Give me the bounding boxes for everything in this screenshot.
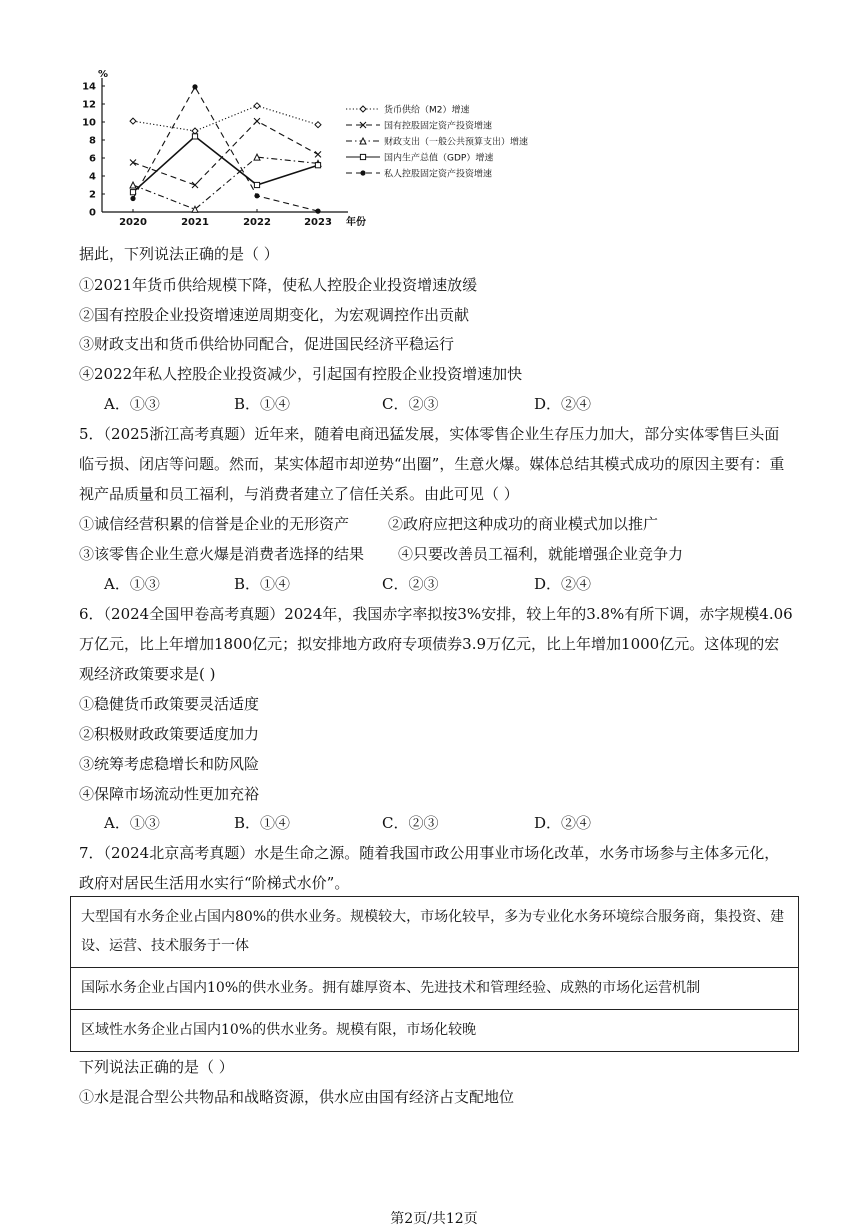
series-line: [133, 106, 318, 131]
data-point: [254, 103, 260, 109]
data-point: [130, 182, 136, 188]
table-cell: 大型国有水务企业占国内80%的供水业务。规模较大，市场化较早，多为专业化水务环境综合服务商，集投资、建设、运营、技术服务于一体: [71, 897, 799, 968]
q4-option-b[interactable]: B．①④: [234, 395, 291, 413]
q4-stem: 据此，下列说法正确的是（ ）: [79, 245, 279, 263]
data-point: [360, 106, 366, 112]
q7-stem: 下列说法正确的是（ ）: [79, 1058, 234, 1076]
data-point: [192, 182, 198, 188]
q4-option-d[interactable]: D．②④: [534, 395, 592, 413]
series-line: [133, 136, 318, 192]
chart-legend: [346, 104, 528, 180]
q5-option-a[interactable]: A．①③: [104, 575, 160, 593]
chart-series: [130, 84, 321, 213]
q6-item-1: ①稳健货币政策要灵活适度: [79, 695, 260, 713]
y-axis-label: %: [98, 69, 109, 80]
q5-option-c[interactable]: C．②③: [382, 575, 439, 593]
q4-item-3: ③财政支出和货币供给协同配合，促进国民经济平稳运行: [79, 335, 455, 353]
data-point: [130, 160, 136, 166]
q5-option-b[interactable]: B．①④: [234, 575, 291, 593]
series-line: [133, 121, 318, 185]
q5-option-d[interactable]: D．②④: [534, 575, 592, 593]
q6-text-line-3: 观经济政策要求是( ): [79, 665, 216, 683]
table-row: [71, 1010, 799, 1052]
data-point: [254, 182, 259, 187]
data-point: [192, 134, 197, 139]
data-point: [192, 84, 197, 89]
q4-item-1: ①2021年货币供给规模下降，使私人控股企业投资增速放缓: [79, 276, 478, 294]
table-cell: 区域性水务企业占国内10%的供水业务。规模有限，市场化较晚: [71, 1010, 799, 1052]
y-tick-label: 4: [89, 171, 96, 183]
q4-item-2: ②国有控股企业投资增速逆周期变化，为宏观调控作出贡献: [79, 306, 470, 324]
series-1: [130, 103, 321, 134]
data-point: [130, 118, 136, 124]
series-line: [133, 157, 318, 209]
q4-option-a[interactable]: A．①③: [104, 395, 160, 413]
data-point: [192, 128, 198, 134]
q5-item-1: ①诚信经营积累的信誉是企业的无形资产: [79, 515, 350, 533]
data-point: [254, 118, 260, 124]
data-point: [360, 170, 365, 175]
q5-text-line-3: 视产品质量和员工福利，与消费者建立了信任关系。由此可见（ ）: [79, 485, 519, 503]
legend-label: 国有控股固定资产投资增速: [384, 121, 493, 132]
line-chart: [78, 66, 578, 228]
legend-item: [346, 104, 470, 116]
data-point: [254, 193, 259, 198]
table-row: [71, 968, 799, 1010]
series-line: [133, 87, 318, 211]
chart-axes: [82, 69, 366, 228]
series-3: [130, 154, 321, 212]
x-axis-label: 年份: [346, 217, 366, 228]
data-point: [315, 151, 321, 157]
table-cell: 国际水务企业占国内10%的供水业务。拥有雄厚资本、先进技术和管理经验、成熟的市场化运营机制: [71, 968, 799, 1010]
legend-label: 国内生产总值（GDP）增速: [384, 153, 494, 164]
q4-item-4: ④2022年私人控股企业投资减少，引起国有控股企业投资增速加快: [79, 365, 523, 383]
water-enterprise-table: [70, 896, 799, 1052]
series-5: [130, 84, 320, 213]
data-point: [130, 190, 135, 195]
data-point: [360, 154, 365, 159]
legend-item: [346, 120, 492, 132]
y-tick-label: 12: [82, 99, 96, 111]
q7-text-line-1: 7．（2024北京高考真题）水是生命之源。随着我国市政公用事业市场化改革，水务市场参与主体多元化，: [79, 844, 780, 862]
legend-label: 私人控股固定资产投资增速: [384, 169, 493, 180]
y-tick-label: 2: [89, 189, 96, 201]
q5-item-3: ③该零售企业生意火爆是消费者选择的结果: [79, 545, 365, 563]
q6-option-a[interactable]: A．①③: [104, 814, 160, 832]
legend-item: [346, 152, 493, 164]
legend-label: 财政支出（一般公共预算支出）增速: [384, 137, 529, 148]
q5-item-2: ②政府应把这种成功的商业模式加以推广: [388, 515, 659, 533]
legend-item: [346, 168, 492, 180]
page-footer: 第2页/共12页: [390, 1211, 478, 1227]
x-tick-label: 2023: [304, 217, 332, 228]
q6-text-line-1: 6．（2024全国甲卷高考真题）2024年，我国赤字率拟按3%安排，较上年的3.8%有所下调，赤字规模4.06: [79, 605, 793, 623]
q4-option-c[interactable]: C．②③: [382, 395, 439, 413]
y-tick-label: 8: [89, 135, 96, 147]
table-row: [71, 897, 799, 968]
y-tick-label: 0: [89, 207, 96, 219]
y-tick-label: 10: [82, 117, 96, 129]
q6-option-c[interactable]: C．②③: [382, 814, 439, 832]
y-tick-label: 14: [82, 81, 96, 93]
x-tick-label: 2022: [243, 217, 271, 228]
data-point: [315, 163, 320, 168]
q7-text-line-2: 政府对居民生活用水实行“阶梯式水价”。: [79, 874, 350, 892]
q6-item-4: ④保障市场流动性更加充裕: [79, 785, 260, 803]
q6-option-d[interactable]: D．②④: [534, 814, 592, 832]
q7-item-1: ①水是混合型公共物品和战略资源，供水应由国有经济占支配地位: [79, 1088, 515, 1106]
data-point: [315, 122, 321, 128]
series-4: [130, 134, 320, 195]
data-point: [315, 209, 320, 214]
q6-option-b[interactable]: B．①④: [234, 814, 291, 832]
x-tick-label: 2020: [119, 217, 147, 228]
q5-item-4: ④只要改善员工福利，就能增强企业竞争力: [398, 545, 684, 563]
q5-text-line-1: 5．（2025浙江高考真题）近年来，随着电商迅猛发展，实体零售企业生存压力加大，部分实体零售巨头面: [79, 425, 780, 443]
q6-text-line-2: 万亿元，比上年增加1800亿元；拟安排地方政府专项债券3.9万亿元，比上年增加1000亿元。这体现的宏: [79, 635, 780, 653]
data-point: [130, 196, 135, 201]
q6-item-2: ②积极财政政策要适度加力: [79, 725, 260, 743]
q6-item-3: ③统筹考虑稳增长和防风险: [79, 755, 260, 773]
x-tick-label: 2021: [181, 217, 209, 228]
q5-text-line-2: 临亏损、闭店等问题。然而，某实体超市却逆势“出圈”，生意火爆。媒体总结其模式成功的原因主要有：重: [79, 455, 785, 473]
legend-label: 货币供给（M2）增速: [384, 105, 470, 116]
legend-item: [346, 136, 528, 148]
y-tick-label: 6: [89, 153, 96, 165]
